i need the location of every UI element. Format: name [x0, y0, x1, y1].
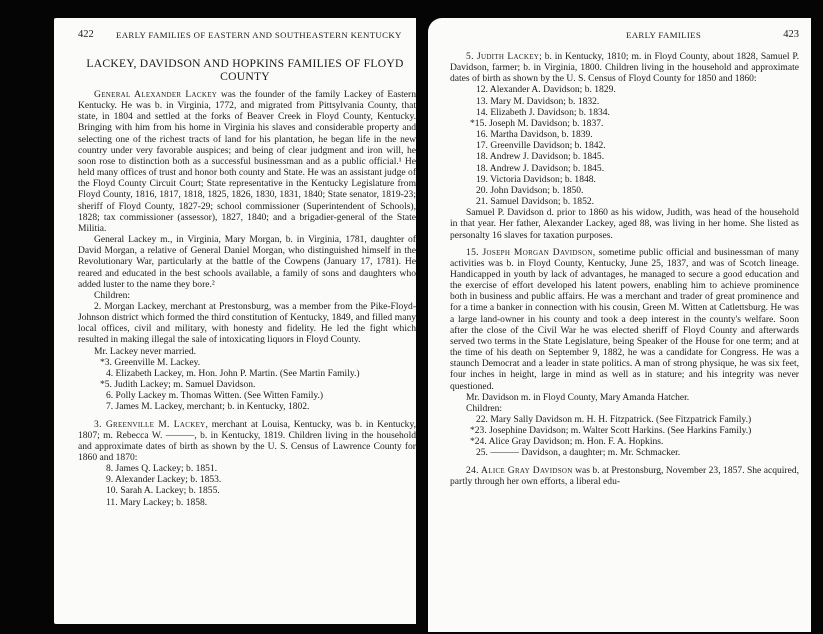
- list-item: 18. Andrew J. Davidson; b. 1845.: [476, 162, 605, 174]
- paragraph-joseph-davidson: 15. Joseph Morgan Davidson, sometime public official and businessman of many activities was b. in Floyd County, Kentucky, June 25, 1837, and was of Scotch lineage. Handicapped in youth by lack of advantages, he managed to secure a good education and the exercise of effort developed his latent powers, enabling him to achieve prominence both in business and public affairs. He was a merchant and trader of great prominence and for a time a banker in connection with his cousin, Green M. Witten at Catlettsburg. He was a large land-owner in his county and took a deep interest in the county's welfare. Soon after the close of the Civil War he was elected sheriff of Floyd County and afterwards served two terms in the State Legislature, being Speaker of the House for one term; and at the time of his death on September 9, 1882, he was a candidate for Congress. He was a staunch Democrat and a leader in state politics. A man of strong physique, he was six feet, four inches in height, large in mind as well as in stature; and his integrity was never questioned.: [450, 246, 799, 392]
- right-page-number: 423: [783, 29, 799, 40]
- left-running-head: [78, 29, 416, 51]
- paragraph-alice-davidson: 24. Alice Gray Davidson was b. at Prestonsburg, November 23, 1857. She acquired, partly through her own efforts, a liberal edu-: [450, 464, 800, 487]
- paragraph-greenville-lackey: 3. Greenville M. Lackey, merchant at Louisa, Kentucky, was b. in Kentucky, 1807; m. Rebecca W. ———, b. in Kentucky, 1819. Children living in the household and approximate dates of birth as shown by the U. S. Census of Lawrence County for 1860 and 1870:: [78, 418, 416, 463]
- children-heading: Children:: [94, 289, 131, 301]
- list-item: 13. Mary M. Davidson; b. 1832.: [476, 95, 600, 107]
- list-item: 17. Greenville Davidson; b. 1842.: [476, 140, 606, 152]
- list-item: 25. ——— Davidson, a daughter; m. Mr. Schmacker.: [476, 447, 681, 459]
- left-body-text: [78, 89, 416, 508]
- list-item: 6. Polly Lackey m. Thomas Witten. (See Witten Family.): [106, 390, 324, 402]
- list-item: 16. Martha Davidson, b. 1839.: [476, 129, 593, 141]
- list-item: 21. Samuel Davidson; b. 1852.: [476, 196, 595, 208]
- children-heading: Children:: [466, 402, 503, 414]
- person-name: 5. Judith Lackey: [466, 51, 540, 62]
- list-item: 20. John Davidson; b. 1850.: [476, 184, 584, 196]
- list-item: 12. Alexander A. Davidson; b. 1829.: [476, 84, 616, 96]
- list-item: 7. James M. Lackey, merchant; b. in Kentucky, 1802.: [106, 401, 310, 413]
- chapter-title: LACKEY, DAVIDSON AND HOPKINS FAMILIES OF FLOYD COUNTY: [86, 57, 404, 83]
- left-page-number: 422: [78, 29, 94, 40]
- paragraph-general-lackey: General Alexander Lackey was the founder of the family Lackey of Eastern Kentucky. He was b. in Virginia, 1772, and migrated from Pittsylvania County, that state, in 1804 and settled at the forks of Beaver Creek in Floyd County, Kentucky. Bringing with him from his home in Virginia his slaves and considerable property and selecting one of the richest tracts of land for his plantation, he began life in the new country under very favorable auspices; and being of clear judgment and iron will, he soon rose to distinction both as a successful businessman and as a public official.¹ He held many offices of trust and honor both county and State. He was an assistant judge of the Floyd County Circuit Court; State representative in the Kentucky Legislature from Floyd County, 1816, 1817, 1818, 1825, 1826, 1830, 1831, 1840; State senator, 1819-23; sheriff of Floyd County, 1827-29; school commissioner (Superintendent of Schools), 1828; tax commissioner (assessor), 1827, 1840; and a brigadier-general of the State Militia.: [78, 89, 416, 234]
- paragraph-judith-lackey: 5. Judith Lackey; b. in Kentucky, 1810; m. in Floyd County, about 1828, Samuel P. Davidson, farmer; b. in Virginia, 1800. Children living in the household and approximate dates of birth as shown by the U. S. Census of Floyd County for 1850 and 1860:: [450, 51, 800, 85]
- list-item: *15. Joseph M. Davidson; b. 1837.: [470, 117, 604, 129]
- paragraph-lackey-marriage: General Lackey m., in Virginia, Mary Morgan, b. in Virginia, 1781, daughter of David Morgan, a relative of General Daniel Morgan, who distinguished himself in the Revolutionary War, particularly at the battle of the Cowpens (January 17, 1781). He reared and educated in the best schools available, a family of sons and daughters who added luster to the name they bore.²: [78, 234, 416, 290]
- left-page: [54, 18, 416, 624]
- person-name: General Alexander Lackey: [94, 89, 218, 100]
- person-name: 3. Greenville M. Lackey: [94, 418, 206, 430]
- right-running-head-title: EARLY FAMILIES: [626, 30, 702, 40]
- list-item: 14. Elizabeth J. Davidson; b. 1834.: [476, 106, 610, 118]
- paragraph-never-married: Mr. Lackey never married.: [94, 345, 197, 357]
- right-body-text: [450, 51, 799, 487]
- right-running-head: [450, 29, 799, 51]
- list-item: *3. Greenville M. Lackey.: [100, 356, 201, 368]
- list-item: 18. Andrew J. Davidson; b. 1845.: [476, 151, 605, 163]
- left-running-head-title: EARLY FAMILIES OF EASTERN AND SOUTHEASTERN KENTUCKY: [116, 30, 402, 40]
- list-item: 4. Elizabeth Lackey, m. Hon. John P. Martin. (See Martin Family.): [106, 367, 360, 379]
- list-item: 9. Alexander Lackey; b. 1853.: [106, 474, 222, 486]
- list-item: 11. Mary Lackey; b. 1858.: [106, 496, 208, 508]
- paragraph-morgan-lackey: 2. Morgan Lackey, merchant at Prestonsburg, was a member from the Pike-Floyd-Johnson district which formed the third constitution of Kentucky, 1849, and filled many local offices, civil and military, with honesty and fidelity. He led the fight which resulted in making illegal the sale of intoxicating liquors in Floyd County.: [78, 300, 416, 346]
- list-item: 10. Sarah A. Lackey; b. 1855.: [106, 485, 220, 497]
- paragraph-samuel-davidson: Samuel P. Davidson d. prior to 1860 as his widow, Judith, was head of the household in that year. Her father, Alexander Lackey, aged 88, was living in her home. She listed as personalty 16 slaves for taxation purposes.: [450, 207, 799, 241]
- list-item: *23. Josephine Davidson; m. Walter Scott Harkins. (See Harkins Family.): [470, 425, 752, 437]
- list-item: *24. Alice Gray Davidson; m. Hon. F. A. Hopkins.: [470, 436, 664, 448]
- person-name: 15. Joseph Morgan Davidson: [466, 246, 593, 258]
- person-name: 24. Alice Gray Davidson: [466, 464, 573, 476]
- list-item: 8. James Q. Lackey; b. 1851.: [106, 463, 218, 475]
- list-item: 22. Mary Sally Davidson m. H. H. Fitzpatrick. (See Fitzpatrick Family.): [476, 414, 752, 425]
- list-item: *5. Judith Lackey; m. Samuel Davidson.: [100, 379, 256, 391]
- right-page: [428, 18, 811, 632]
- list-item: 19. Victoria Davidson; b. 1848.: [476, 173, 596, 185]
- paragraph-davidson-marriage: Mr. Davidson m. in Floyd County, Mary Amanda Hatcher.: [466, 391, 690, 403]
